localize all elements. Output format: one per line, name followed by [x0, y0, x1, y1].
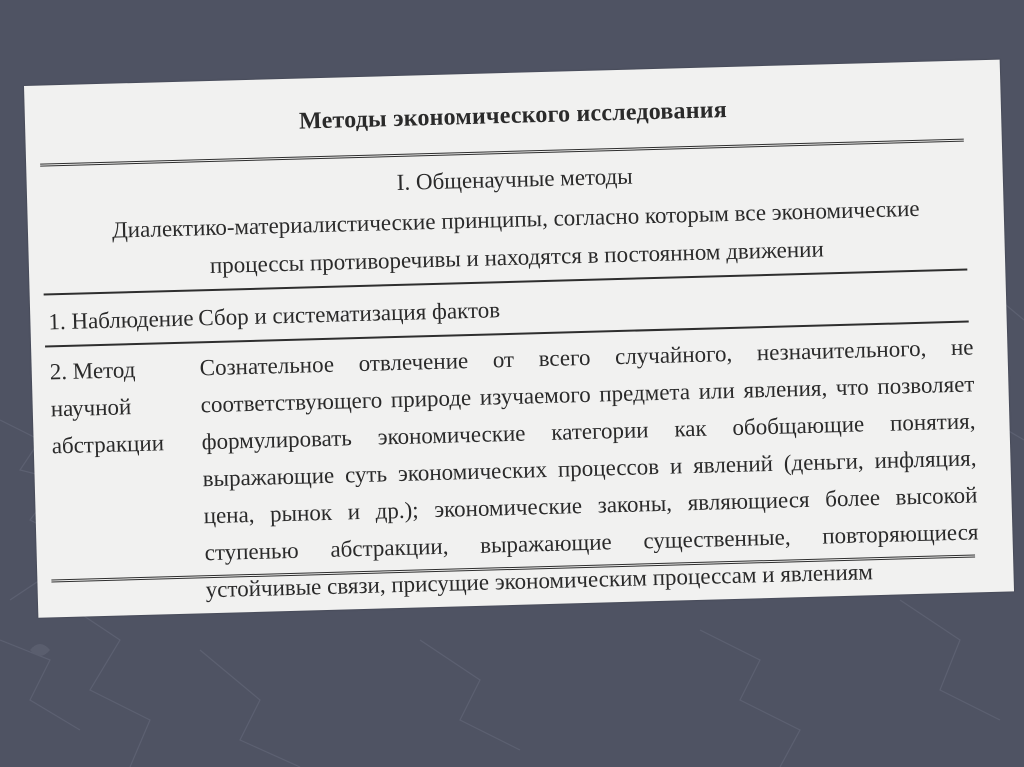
section-description: Диалектико-материалистические принципы, согласно которым все экономические процессы противоречивы и находятся в постоянном движении — [111, 195, 920, 279]
method-term: 2. Метод научной абстракции — [49, 357, 165, 459]
method-term: 1. Наблюдение — [48, 305, 194, 335]
document-page — [24, 60, 1014, 618]
method-definition: Сбор и систематизация фактов — [197, 297, 501, 331]
document-title: Методы экономического исследования — [298, 97, 728, 135]
section-heading: I. Общенаучные методы — [396, 163, 634, 195]
method-definition: Сознательное отвлечение от всего случайного, незначительного, не соответствующего природе изучаемого предмета или явления, что позволяет формулировать экономические категории как обобщающие понятия, выражающие суть экономических процессов и явлений (деньги, инфляция, цена, рынок и др.); экономические законы, являющиеся более высокой ступенью абстракции, выражающие существенные, повторяющиеся устойчивые связи, присущие экономическим процессам и явлениям — [199, 334, 979, 603]
